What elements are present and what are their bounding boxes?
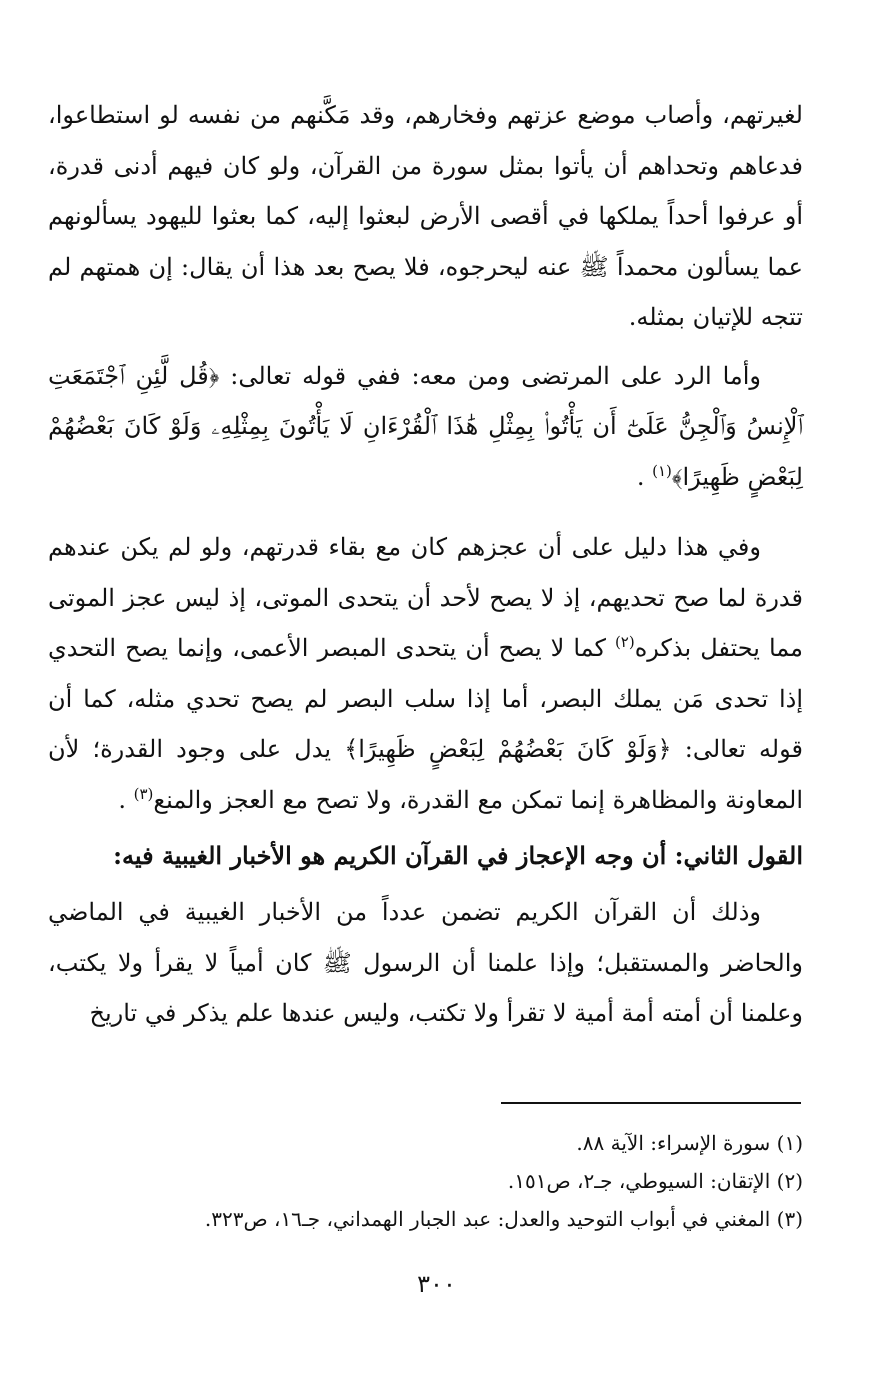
footnote-divider [501, 1102, 801, 1104]
paragraph-3-text-a: وفي هذا دليل على أن عجزهم كان مع بقاء قدرتهم، ولو لم يكن عندهم قدرة لما صح تحديهم، إذ لا يصح لأحد أن يتحدى الموتى، إذ ليس عجز الموتى مما يحتفل بذكره [48, 533, 803, 662]
paragraph-1-text: لغيرتهم، وأصاب موضع عزتهم وفخارهم، وقد مَكَّنهم من نفسه لو استطاعوا، فدعاهم وتحداهم أن يأتوا بمثل سورة من القرآن، ولو كان فيهم أدنى قدرة، أو عرفوا أحداً يملكها في أقصى الأرض لبعثوا إليه، كما بعثوا لليهود يسألونهم عما يسألون محمداً ﷺ عنه ليحرجوه، فلا يصح بعد هذا أن يقال: إن همتهم لم تتجه للإتيان بمثله. [48, 101, 803, 331]
footnote-1: (١) سورة الإسراء: الآية ٨٨. [576, 1131, 803, 1155]
footnote-ref-2: (٢) [614, 633, 635, 651]
paragraph-3 [48, 522, 803, 825]
paragraph-2-lead: وأما الرد على المرتضى ومن معه: ففي قوله تعالى: [230, 361, 761, 390]
footnote-3: (٣) المغني في أبواب التوحيد والعدل: عبد الجبار الهمداني، جـ١٦، ص٣٢٣. [204, 1207, 803, 1231]
quran-verse-2: ﴿وَلَوْ كَانَ بَعْضُهُمْ لِبَعْضٍ ظَهِيرًا﴾ [344, 735, 672, 763]
footnotes [103, 1124, 803, 1238]
paragraph-5 [48, 887, 803, 1039]
section-heading: القول الثاني: أن وجه الإعجاز في القرآن الكريم هو الأخبار الغيبية فيه: [113, 841, 803, 870]
paragraph-3-text-c: يدل على وجود القدرة؛ لأن المعاونة والمظاهرة إنما تمكن مع القدرة، ولا تصح مع العجز والمنع [48, 735, 803, 814]
paragraph-2 [48, 351, 803, 503]
quran-verse-1: ﴿قُل لَّئِنِ ٱجْتَمَعَتِ ٱلْإِنسُ وَٱلْجِنُّ عَلَىٰٓ أَن يَأْتُوا۟ بِمِثْلِ هَٰذَا ٱلْقُرْءَانِ لَا يَأْتُونَ بِمِثْلِهِۦ وَلَوْ كَانَ بَعْضُهُمْ لِبَعْضٍ ظَهِيرًا﴾ [48, 361, 803, 491]
footnote-ref-1: (١) [652, 461, 672, 480]
footnote-ref-3: (٣) [133, 784, 154, 803]
paragraph-2-end: . [636, 462, 645, 491]
page-number: ٣٠٠ [417, 1270, 456, 1298]
main-text [48, 90, 803, 1039]
paragraph-3-text-b: كما لا يصح أن يتحدى المبصر الأعمى، وإنما يصح التحدي إذا تحدى مَن يملك البصر، أما إذا سلب البصر لم يصح تحدي مثله، كما أن قوله تعالى: [48, 634, 803, 763]
paragraph-1 [48, 90, 803, 343]
paragraph-3-end: . [118, 785, 126, 814]
footnote-2: (٢) الإتقان: السيوطي، جـ٢، ص١٥١. [507, 1169, 803, 1193]
paragraph-5-text: وذلك أن القرآن الكريم تضمن عدداً من الأخبار الغيبية في الماضي والحاضر والمستقبل؛ وإذا علمنا أن الرسول ﷺ كان أمياً لا يقرأ ولا يكتب، وعلمنا أن أمته أمة أمية لا تقرأ ولا تكتب، وليس عندها علم يذكر في تاريخ [48, 898, 803, 1027]
